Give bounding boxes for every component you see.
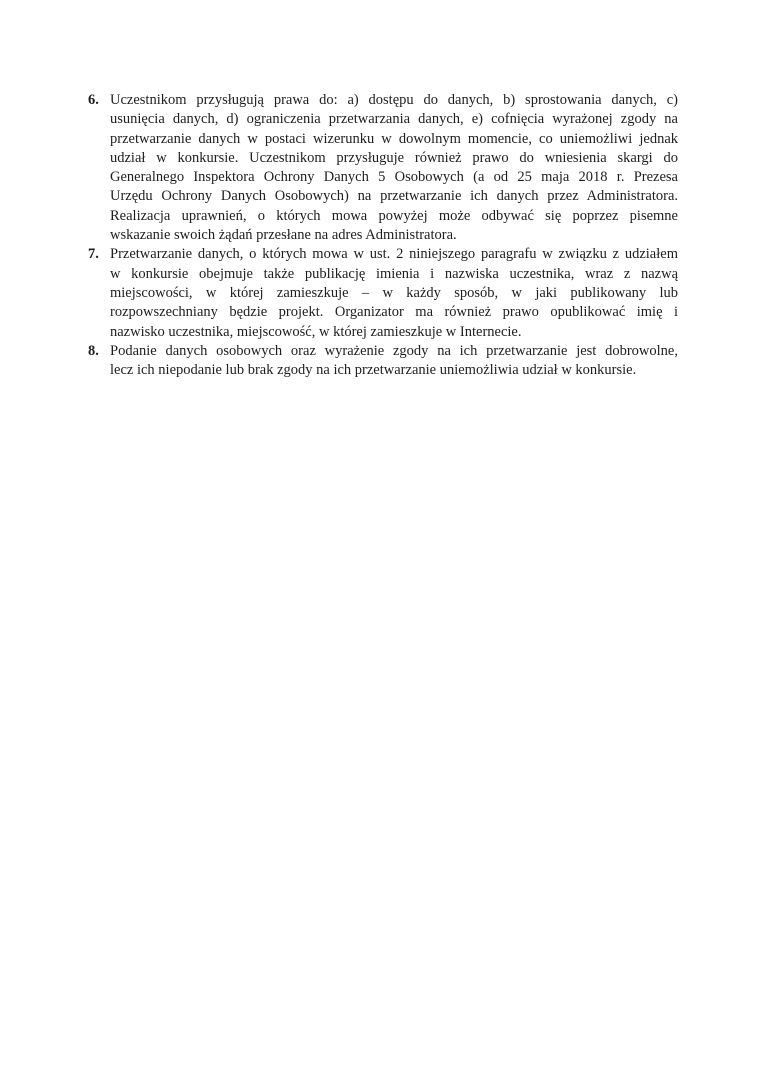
text-line: Uczestnikom przysługują prawa do: a) dostępu do danych, b) sprostowania danych, c): [110, 92, 678, 108]
text-line: usunięcia danych, d) ograniczenia przetwarzania danych, e) cofnięcia wyrażonej zgody na: [110, 111, 678, 128]
text-line: Realizacja uprawnień, o których mowa powyżej może odbywać się poprzez pisemne: [110, 207, 678, 224]
text-line: udział w konkursie. Uczestnikom przysługuje również prawo do wniesienia skargi do: [110, 149, 678, 166]
item-number: 7.: [88, 246, 99, 263]
text-line: nazwisko uczestnika, miejscowość, w której zamieszkuje w Internecie.: [110, 323, 522, 340]
text-line: przetwarzanie danych w postaci wizerunku w dowolnym momencie, co uniemożliwi jednak: [110, 130, 678, 147]
item-text: [110, 245, 678, 341]
document-list: [88, 91, 678, 380]
text-line: Podanie danych osobowych oraz wyrażenie zgody na ich przetwarzanie jest dobrowolne,: [110, 342, 678, 359]
text-line: miejscowości, w której zamieszkuje – w każdy sposób, w jaki publikowany lub: [110, 284, 678, 301]
list-item: [88, 245, 678, 341]
text-line: w konkursie obejmuje także publikację imienia i nazwiska uczestnika, wraz z nazwą: [110, 265, 678, 282]
text-line: lecz ich niepodanie lub brak zgody na ich przetwarzanie uniemożliwia udział w konkursie.: [110, 362, 637, 379]
text-line: Urzędu Ochrony Danych Osobowych) na przetwarzanie ich danych przez Administratora.: [110, 188, 678, 205]
list-item: [88, 91, 678, 245]
list-item: [88, 342, 678, 381]
text-line: Generalnego Inspektora Ochrony Danych 5 Osobowych (a od 25 maja 2018 r. Prezesa: [110, 169, 678, 186]
item-number: 6.: [88, 92, 99, 108]
text-line: Przetwarzanie danych, o których mowa w ust. 2 niniejszego paragrafu w związku z udziałem: [110, 246, 678, 263]
text-line: wskazanie swoich żądań przesłane na adres Administratora.: [110, 227, 457, 244]
text-line: rozpowszechniany będzie projekt. Organizator ma również prawo opublikować imię i: [110, 304, 678, 321]
item-text: [110, 342, 678, 381]
item-text: [110, 91, 678, 245]
item-number: 8.: [88, 342, 99, 359]
